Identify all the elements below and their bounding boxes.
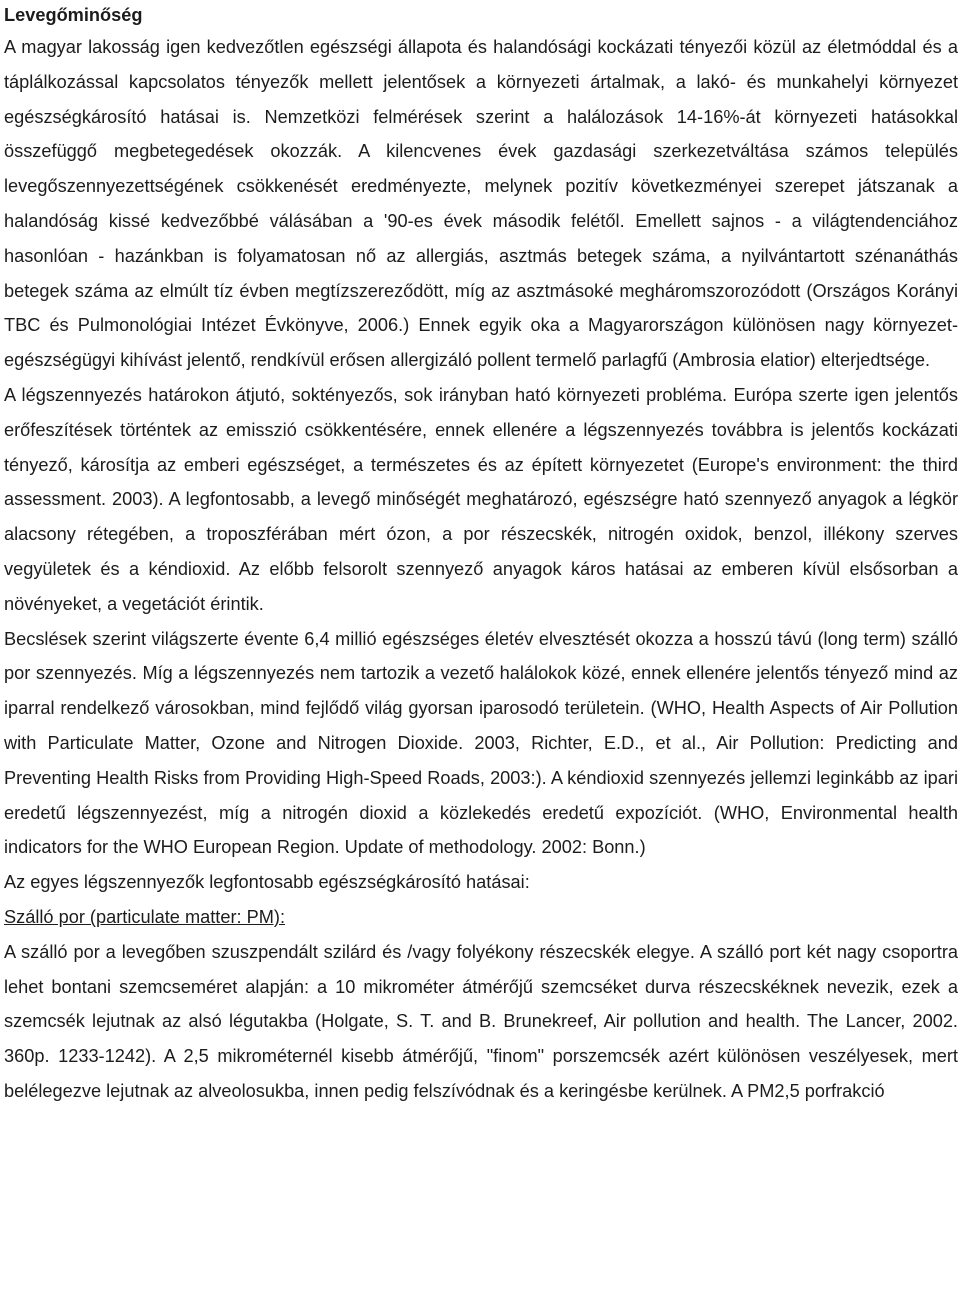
paragraph-health-status: A magyar lakosság igen kedvezőtlen egészségi állapota és halandósági kockázati tényezői közül az életmóddal és a táplálkozással kapcsolatos tényezők mellett jelentősek a környezeti ártalmak, a lakó- és munkahelyi környezet egészségkárosító hatásai is. Nemzetközi felmérések szerint a halálozások 14-16%-át környezeti hatásokkal összefüggő megbetegedések okozzák. A kilencvenes évek gazdasági szerkezetváltása számos település levegőszennyezettségének csökkenését eredményezte, melynek pozitív következményei szerepet játszanak a halandóság kissé kedvezőbbé válásában a '90-es évek második felétől. Emellett sajnos - a világtendenciához hasonlóan - hazánkban is folyamatosan nő az allergiás, asztmás betegek száma, a nyilvántartott szénanáthás betegek száma az elmúlt tíz évben megtízszereződött, míg az asztmásoké megháromszorozódott (Országos Korányi TBC és Pulmonológiai Intézet Évkönyve, 2006.) Ennek egyik oka a Magyarországon különösen nagy környezet-egészségügyi kihívást jelentő, rendkívül erősen allergizáló pollent termelő parlagfű (Ambrosia elatior) elterjedtsége. bbox=[4, 37, 958, 371]
paragraph-who-estimates: Becslések szerint világszerte évente 6,4 millió egészséges életév elvesztését okozza a hosszú távú (long term) szálló por szennyezés. Míg a légszennyezés nem tartozik a vezető halálokok közé, ennek ellenére jelentős tényező mind az iparral rendelkező városokban, mind fejlődő világ gyorsan iparosodó területein. (WHO, Health Aspects of Air Pollution with Particulate Matter, Ozone and Nitrogen Dioxide. 2003, Richter, E.D., et al., Air Pollution: Predicting and Preventing Health Risks from Providing High-Speed Roads, 2003:). A kéndioxid szennyezés jellemzi leginkább az ipari eredetű légszennyezést, míg a nitrogén dioxid a közlekedés eredetű expozíciót. (WHO, Environmental health indicators for the WHO European Region. Update of methodology. 2002: Bonn.) bbox=[4, 628, 958, 858]
paragraph-air-pollution-problem: A légszennyezés határokon átjutó, soktényezős, sok irányban ható környezeti probléma. Európa szerte igen jelentős erőfeszítések történtek az emisszió csökkentésére, ennek ellenére a légszennyezés továbbra is jelentős kockázati tényező, károsítja az emberi egészséget, a természetes és az épített környezetet (Europe's environment: the third assessment. 2003). A legfontosabb, a levegő minőségét meghatározó, egészségre ható szennyező anyagok a légkör alacsony rétegében, a troposzférában mért ózon, a por részecskék, nitrogén oxidok, benzol, illékony szerves vegyületek és a kéndioxid. Az előbb felsorolt szennyező anyagok káros hatásai az emberen kívül elsősorban a növényeket, a vegetációt érintik. bbox=[4, 384, 958, 614]
document-title: Levegőminőség bbox=[4, 5, 143, 25]
paragraph-pollutant-effects-intro: Az egyes légszennyezők legfontosabb egészségkárosító hatásai: bbox=[4, 872, 530, 893]
paragraph-particulate-matter: A szálló por a levegőben szuszpendált szilárd és /vagy folyékony részecskék elegye. A szálló port két nagy csoportra lehet bontani szemcseméret alapján: a 10 mikrométer átmérőjű szemcséket durva részecskéknek nevezik, ezek a szemcsék lejutnak az alsó légutakba (Holgate, S. T. and B. Brunekreef, Air pollution and health. The Lancer, 2002. 360p. 1233-1242). A 2,5 mikrométernél kisebb átmérőjű, "finom" porszemcsék azért különösen veszélyesek, mert belélegezve lejutnak az alveolosukba, innen pedig felszívódnak és a keringésbe kerülnek. A PM2,5 porfrakció bbox=[4, 941, 958, 1101]
document-page bbox=[4, 0, 958, 1303]
subheading-particulate-matter: Szálló por (particulate matter: PM): bbox=[4, 906, 285, 927]
